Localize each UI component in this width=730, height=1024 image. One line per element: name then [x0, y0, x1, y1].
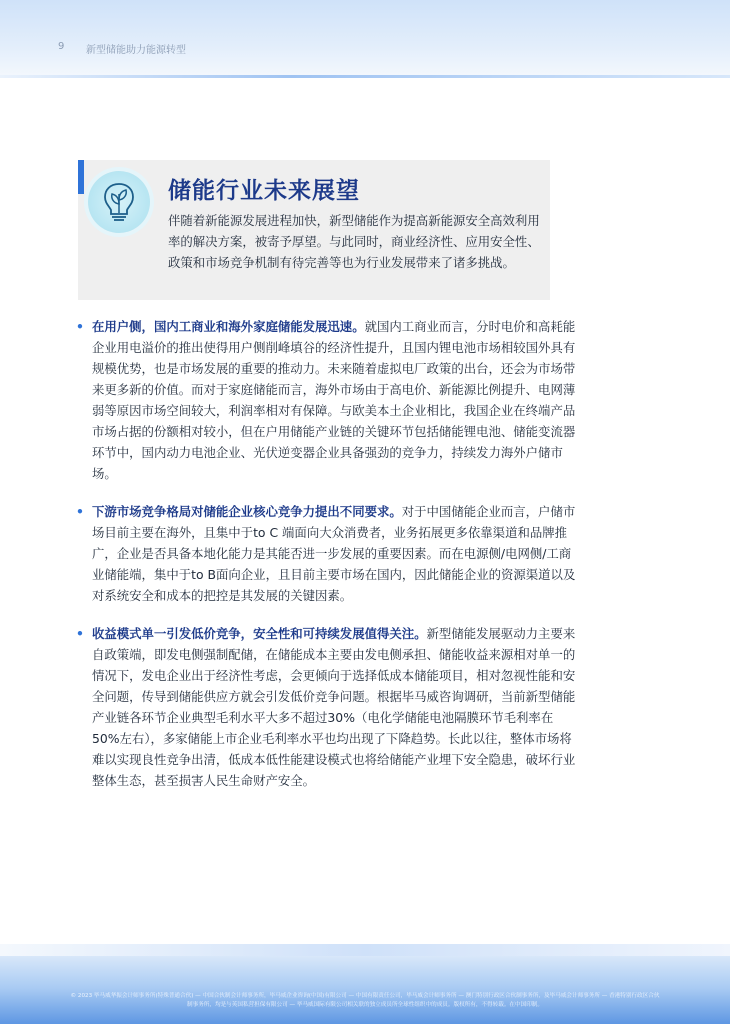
intro-paragraph: 伴随着新能源发展进程加快，新型储能作为提高新能源安全高效利用率的解决方案，被寄予厚望。与此同时，商业经济性、应用安全性、政策和市场竞争机制有待完善等也为行业发展带来了诸多挑战。 — [168, 213, 540, 270]
bullet-body: 对于中国储能企业而言，户储市场目前主要在海外，且集中于to C 端面向大众消费者，业务拓展更多依靠渠道和品牌推广，企业是否具备本地化能力是其能否进一步发展的重要因素。而在电源侧/电网侧/工商业储能端，集中于to B面向企业，且目前主要市场在国内，因此储能企业的资源渠道以及对系统安全和成本的把控是其发展的关键因素。 — [92, 504, 576, 603]
section-title: 储能行业未来展望 — [168, 178, 360, 204]
bullet-item — [76, 623, 576, 791]
bullet-lead: 下游市场竞争格局对储能企业核心竞争力提出不同要求。 — [92, 504, 402, 519]
bullet-body: 就国内工商业而言，分时电价和高耗能企业用电溢价的推出使得用户侧削峰填谷的经济性提升，且国内锂电池市场相较国外具有规模优势，也是市场发展的重要的推动力。未来随着虚拟电厂政策的出台，还会为市场带来更多新的价值。而对于家庭储能而言，海外市场由于高电价、新能源比例提升、电网薄弱等原因市场空间较大，利润率相对有保障。与欧美本土企业相比，我国企业在终端产品市场占据的份额相对较小，但在户用储能产业链的关键环节包括储能锂电池、储能变流器环节中，国内动力电池企业、光伏逆变器企业具备强劲的竞争力，持续发力海外户储市场。 — [92, 319, 576, 481]
page-number: 9 — [58, 41, 65, 52]
footer-band — [0, 944, 730, 1024]
bullet-dot: • — [76, 504, 84, 519]
bullet-list — [76, 316, 576, 791]
bullet-dot: • — [76, 319, 84, 334]
bullet-item — [76, 316, 576, 484]
lightbulb-plant-icon — [88, 171, 150, 233]
bullet-lead: 在用户侧，国内工商业和海外家庭储能发展迅速。 — [92, 319, 365, 334]
header-band — [0, 0, 730, 78]
bullet-body: 新型储能发展驱动力主要来自政策端，即发电侧强制配储，在储能成本主要由发电侧承担、储能收益来源相对单一的情况下，发电企业出于经济性考虑，会更倾向于选择低成本储能项目，相对忽视性能和安全问题，传导到储能供应方就会引发低价竞争问题。根据毕马威咨询调研，当前新型储能产业链各环节企业典型毛利水平大多不超过30%（电化学储能电池隔膜环节毛利率在50%左右），多家储能上市企业毛利率水平也均出现了下降趋势。长此以往，整体市场将难以实现良性竞争出清，低成本低性能建设模式也将给储能产业埋下安全隐患，破坏行业整体生态，甚至损害人民生命财产安全。 — [92, 626, 576, 788]
footer-copyright: © 2023 毕马威华振会计师事务所(特殊普通合伙) — 中国合伙制会计师事务所，毕马威企业咨询(中国)有限公司 — 中国有限责任公司，毕马威会计师事务所 — 澳门特别行政区合伙制事务所，及毕马威会计师事务所 — 香港特别行政区合伙制事务所，均是与英国私营担保有限公司 — 毕马威国际有限公司相关联的独立成员所全球性组织中的成员。版权所有，不得转载。在中国印制。 — [70, 993, 660, 1008]
bullet-item — [76, 501, 576, 606]
running-title: 新型储能助力能源转型 — [86, 45, 186, 56]
bullet-dot: • — [76, 626, 84, 641]
intro-accent-bar — [78, 160, 84, 194]
bullet-lead: 收益模式单一引发低价竞争，安全性和可持续发展值得关注。 — [92, 626, 427, 641]
